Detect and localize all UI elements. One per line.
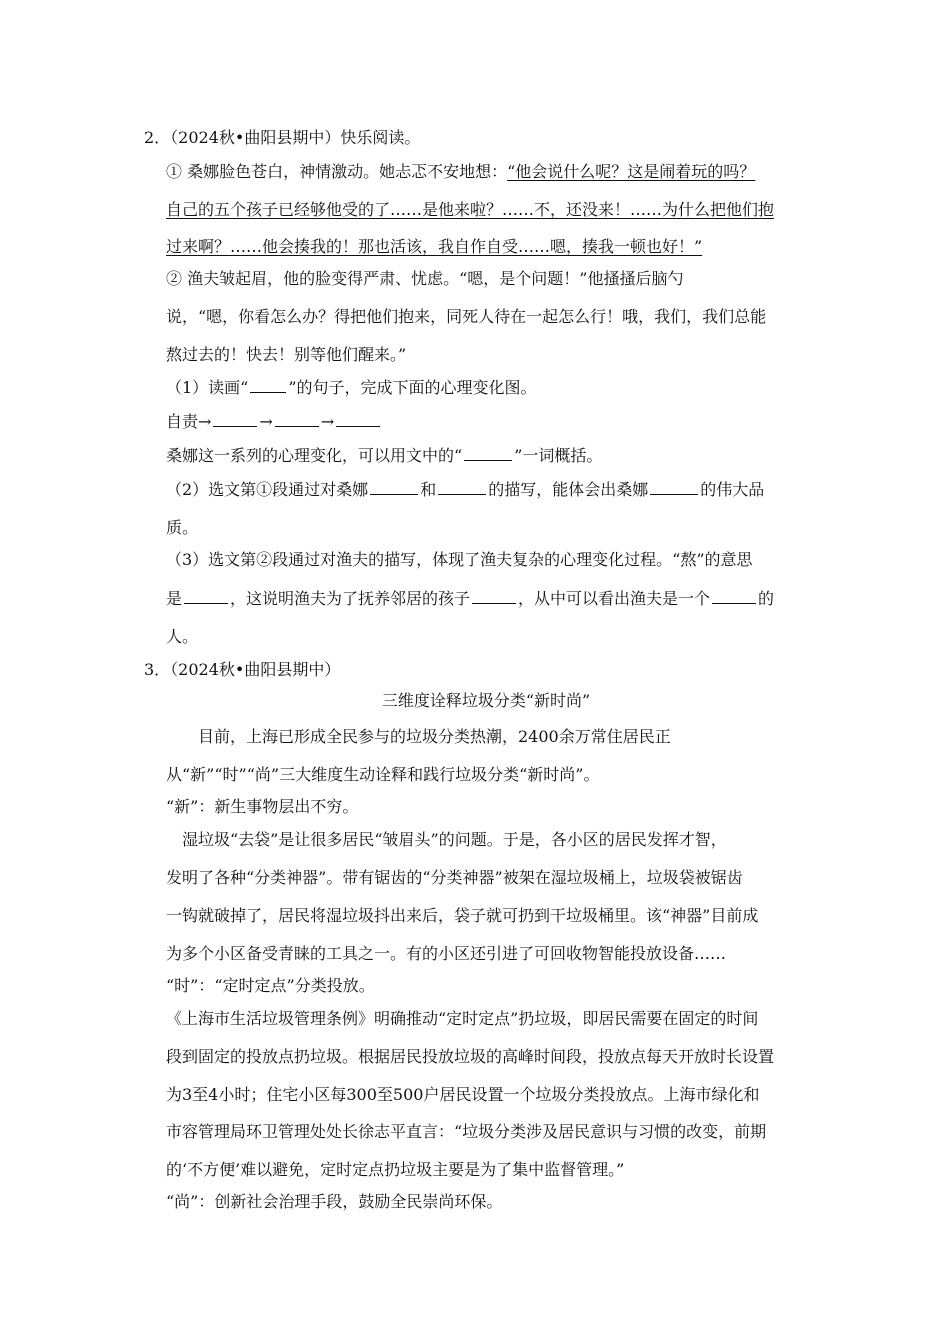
q2-sub-3-line-2	[166, 589, 806, 609]
section-time-heading: “时”：“定时定点”分类投放。	[166, 976, 375, 995]
q2-sub-3-line-1: （3）选文第②段通过对渔夫的描写，体现了渔夫复杂的心理变化过程。“熬”的意思	[166, 550, 753, 569]
answer-blank[interactable]	[213, 412, 257, 427]
answer-blank[interactable]	[275, 412, 319, 427]
flow-arrow: →	[259, 412, 273, 431]
q2-p1-lead: ① 桑娜脸色苍白，神情激动。她忐忑不安地想：	[166, 162, 508, 181]
q2-summary-text-a: 桑娜这一系列的心理变化，可以用文中的“	[166, 446, 463, 465]
article-title: 三维度诠释垃圾分类“新时尚”	[381, 691, 591, 710]
q2-sub1-text-b: ”的句子，完成下面的心理变化图。	[288, 378, 537, 397]
answer-blank[interactable]	[438, 480, 486, 495]
answer-blank[interactable]	[464, 446, 512, 461]
article-intro-line-1: 目前，上海已形成全民参与的垃圾分类热潮，2400余万常住居民正	[198, 727, 671, 746]
q2-summary-text-b: ”一词概括。	[514, 446, 603, 465]
question-2-header: 2．（2024秋•曲阳县期中）快乐阅读。	[144, 128, 421, 147]
flow-arrow: →	[320, 412, 335, 431]
q2-paragraph-2-line-1: ② 渔夫皱起眉，他的脸变得严肃、忧虑。“嗯，是个问题！”他搔搔后脑勺	[166, 269, 684, 288]
q2-sub2-text-a: （2）选文第①段通过对桑娜	[166, 480, 369, 499]
q2-paragraph-2-line-3: 熬过去的！快去！别等他们醒来。”	[166, 345, 407, 364]
q2-summary	[166, 446, 806, 466]
flow-start-label: 自责→	[166, 412, 212, 431]
q2-sub1-text-a: （1）读画“	[166, 378, 249, 397]
answer-blank[interactable]	[336, 412, 380, 427]
q2-sub-2	[166, 480, 806, 500]
section-shang-heading: “尚”：创新社会治理手段，鼓励全民崇尚环保。	[166, 1192, 503, 1211]
q2-p1-underlined-quote: “他会说什么呢？这是闹着玩的吗？	[507, 162, 756, 181]
answer-blank[interactable]	[370, 480, 418, 495]
section-new-line-4: 为多个小区备受青睐的工具之一。有的小区还引进了可回收物智能投放设备……	[166, 944, 727, 963]
answer-blank[interactable]	[650, 480, 698, 495]
q2-paragraph-2-line-2: 说，“嗯，你看怎么办？得把他们抱来，同死人待在一起怎么行！哦，我们，我们总能	[166, 307, 767, 326]
q2-sub-3-line-3: 人。	[166, 627, 199, 646]
q2-paragraph-1-line-1	[166, 162, 806, 182]
answer-blank[interactable]	[472, 589, 516, 604]
q2-sub3-text-c: ，从中可以看出渔夫是一个	[518, 589, 711, 608]
section-time-line-2: 段到固定的投放点扔垃圾。根据居民投放垃圾的高峰时间段，投放点每天开放时长设置	[166, 1047, 775, 1066]
article-intro-line-2: 从“新”“时”“尚”三大维度生动诠释和践行垃圾分类“新时尚”。	[166, 765, 600, 784]
section-time-line-4: 市容管理局环卫管理处处长徐志平直言：“垃圾分类涉及居民意识与习惯的改变，前期	[166, 1122, 767, 1141]
section-time-line-1: 《上海市生活垃圾管理条例》明确推动“定时定点”扔垃圾，即居民需要在固定的时间	[166, 1009, 759, 1028]
q2-flow-diagram	[166, 412, 806, 432]
section-time-line-5: 的‘不方便’难以避免，定时定点扔垃圾主要是为了集中监督管理。”	[166, 1160, 625, 1179]
q2-paragraph-1-line-3: 过来啊？……他会揍我的！那也活该，我自作自受……嗯，揍我一顿也好！”	[166, 237, 703, 256]
q2-paragraph-1-line-2: 自己的五个孩子已经够他受的了……是他来啦？……不，还没来！……为什么把他们抱	[166, 200, 775, 219]
section-new-line-1: 湿垃圾“去袋”是让很多居民“皱眉头”的问题。于是，各小区的居民发挥才智，	[182, 830, 727, 849]
q2-sub2-text-d: 的伟大品	[700, 480, 765, 499]
question-3-header: 3．（2024秋•曲阳县期中）	[144, 660, 341, 679]
section-new-heading: “新”：新生事物层出不穷。	[166, 797, 359, 816]
q2-sub3-text-d: 的	[758, 589, 775, 608]
answer-blank[interactable]	[250, 378, 286, 393]
q2-sub-2-line-2: 质。	[166, 518, 199, 537]
answer-blank[interactable]	[184, 589, 228, 604]
section-time-line-3: 为3至4小时；住宅小区每300至500户居民设置一个垃圾分类投放点。上海市绿化和	[166, 1085, 760, 1104]
q2-sub2-text-b: 和	[420, 480, 437, 499]
section-new-line-3: 一钩就破掉了，居民将湿垃圾抖出来后，袋子就可扔到干垃圾桶里。该“神器”目前成	[166, 906, 759, 925]
q2-sub-1	[166, 378, 806, 398]
answer-blank[interactable]	[712, 589, 756, 604]
q2-sub3-text-a: 是	[166, 589, 183, 608]
q2-sub2-text-c: 的描写，能体会出桑娜	[488, 480, 649, 499]
q2-sub3-text-b: ，这说明渔夫为了抚养邻居的孩子	[230, 589, 471, 608]
section-new-line-2: 发明了各种“分类神器”。带有锯齿的“分类神器”被架在湿垃圾桶上，垃圾袋被锯齿	[166, 868, 743, 887]
